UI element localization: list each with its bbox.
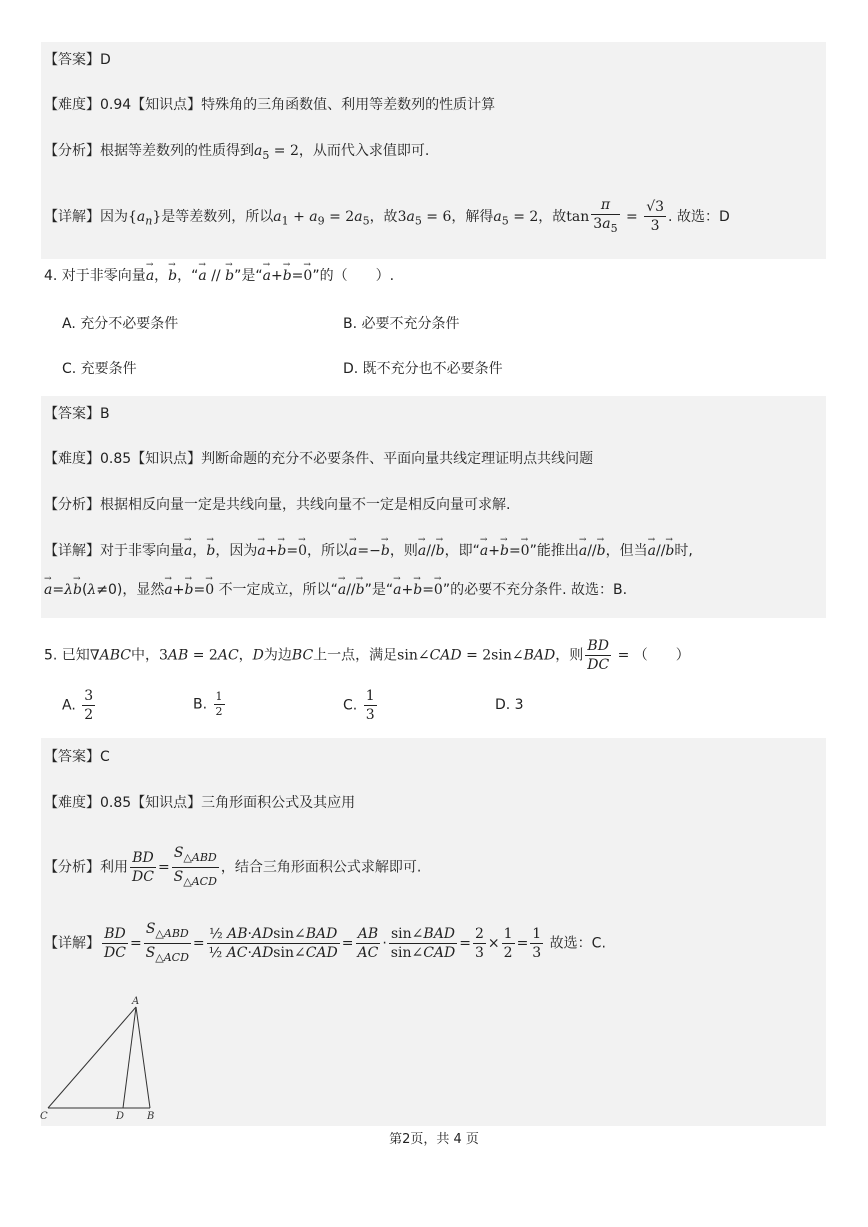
q4-detail-line1: 【详解】对于非零向量→ a，→ b，因为→ a+→ b=→ 0，所以→ a=−→ b，则→ a//→ b，即“→ a+→ b=→ 0”能推出→ a//→ b，但当→ a//→ b时, [44,541,693,561]
q5-analysis: 【分析】利用 $\frac{BD}{DC}$ = $\frac{S_{\triangle ABD}}{S_{\triangle ACD}}$ ，结合三角形面积公式求解即可. [44,845,422,888]
q5-answer: 【答案】C [44,749,110,765]
vertex-a-label: A [132,996,140,1007]
q5-stem: 5. 已知∇ABC中，3AB = 2AC，D为边BC上一点，满足sin∠CAD = 2sin∠BAD，则 $\frac{BD}{DC}$ = （ ） [44,638,690,673]
page-footer: 第2页，共 4 页 [389,1132,479,1147]
vertex-b-label: B [147,1111,155,1122]
q4-answer: 【答案】B [44,406,110,422]
q5-option-a[interactable]: A. $\frac{3}{2}$ [62,688,94,723]
q4-option-a[interactable]: A. 充分不必要条件 [62,316,179,332]
q3-answer: 【答案】D [44,52,111,68]
q4-option-b[interactable]: B. 必要不充分条件 [343,316,460,332]
q3-analysis: 【分析】根据等差数列的性质得到$a_5 = 2$，从而代入求值即可. [44,143,430,162]
q5-option-d[interactable]: D. 3 [495,697,524,713]
vertex-d-label: D [116,1111,125,1122]
q4-option-c[interactable]: C. 充要条件 [62,361,137,377]
q4-option-d[interactable]: D. 既不充分也不必要条件 [343,361,503,377]
q3-difficulty: 【难度】0.94【知识点】特殊角的三角函数值、利用等差数列的性质计算 [44,97,496,113]
q5-option-c[interactable]: C. $\frac{1}{3}$ [343,688,375,723]
q5-detail: 【详解】 $\frac{BD}{DC}$ = $\frac{S_{\triangle ABD}}{S_{\triangle ACD}}$ = $\frac{\text{½ AB·ADsin∠BAD}}{\text{½ AC·ADsin∠CAD}}$ = $\frac{AB}{AC}$ · $\frac{\text{sin∠BAD}}{\text{sin∠CAD}}$ = $\frac{2}{3}$ × $\frac{1}{2}$ = $\frac{1}{3}$ 故选：C. [44,921,606,964]
vertex-c-label: C [40,1111,48,1122]
q4-detail-line2: → a=λ→ b(λ≠0)，显然→ a+→ b=→ 0 不一定成立，所以“→ a//→ b”是“→ a+→ b=→ 0”的必要不充分条件. 故选：B. [44,580,627,600]
q5-option-b[interactable]: B. $\frac{1}{2}$ [193,690,223,718]
q5-difficulty: 【难度】0.85【知识点】三角形面积公式及其应用 [44,795,356,811]
q4-stem: 4. 对于非零向量→ a，→ b，“→ a // → b”是“→ a+→ b=→ 0”的（ ）. [44,266,394,286]
q3-detail: 【详解】因为$\{a_n\}$是等差数列，所以$a_1 + a_9 = 2a_5$，故$3a_5 = 6$，解得$a_5 = 2$，故tan $\frac{\pi}{3a_5}$ = $\frac{√3}{3}$ . 故选：D [44,197,730,235]
q4-difficulty: 【难度】0.85【知识点】判断命题的充分不必要条件、平面向量共线定理证明点共线问题 [44,451,594,467]
q4-analysis: 【分析】根据相反向量一定是共线向量，共线向量不一定是相反向量可求解. [44,497,511,513]
triangle-figure [38,992,168,1122]
